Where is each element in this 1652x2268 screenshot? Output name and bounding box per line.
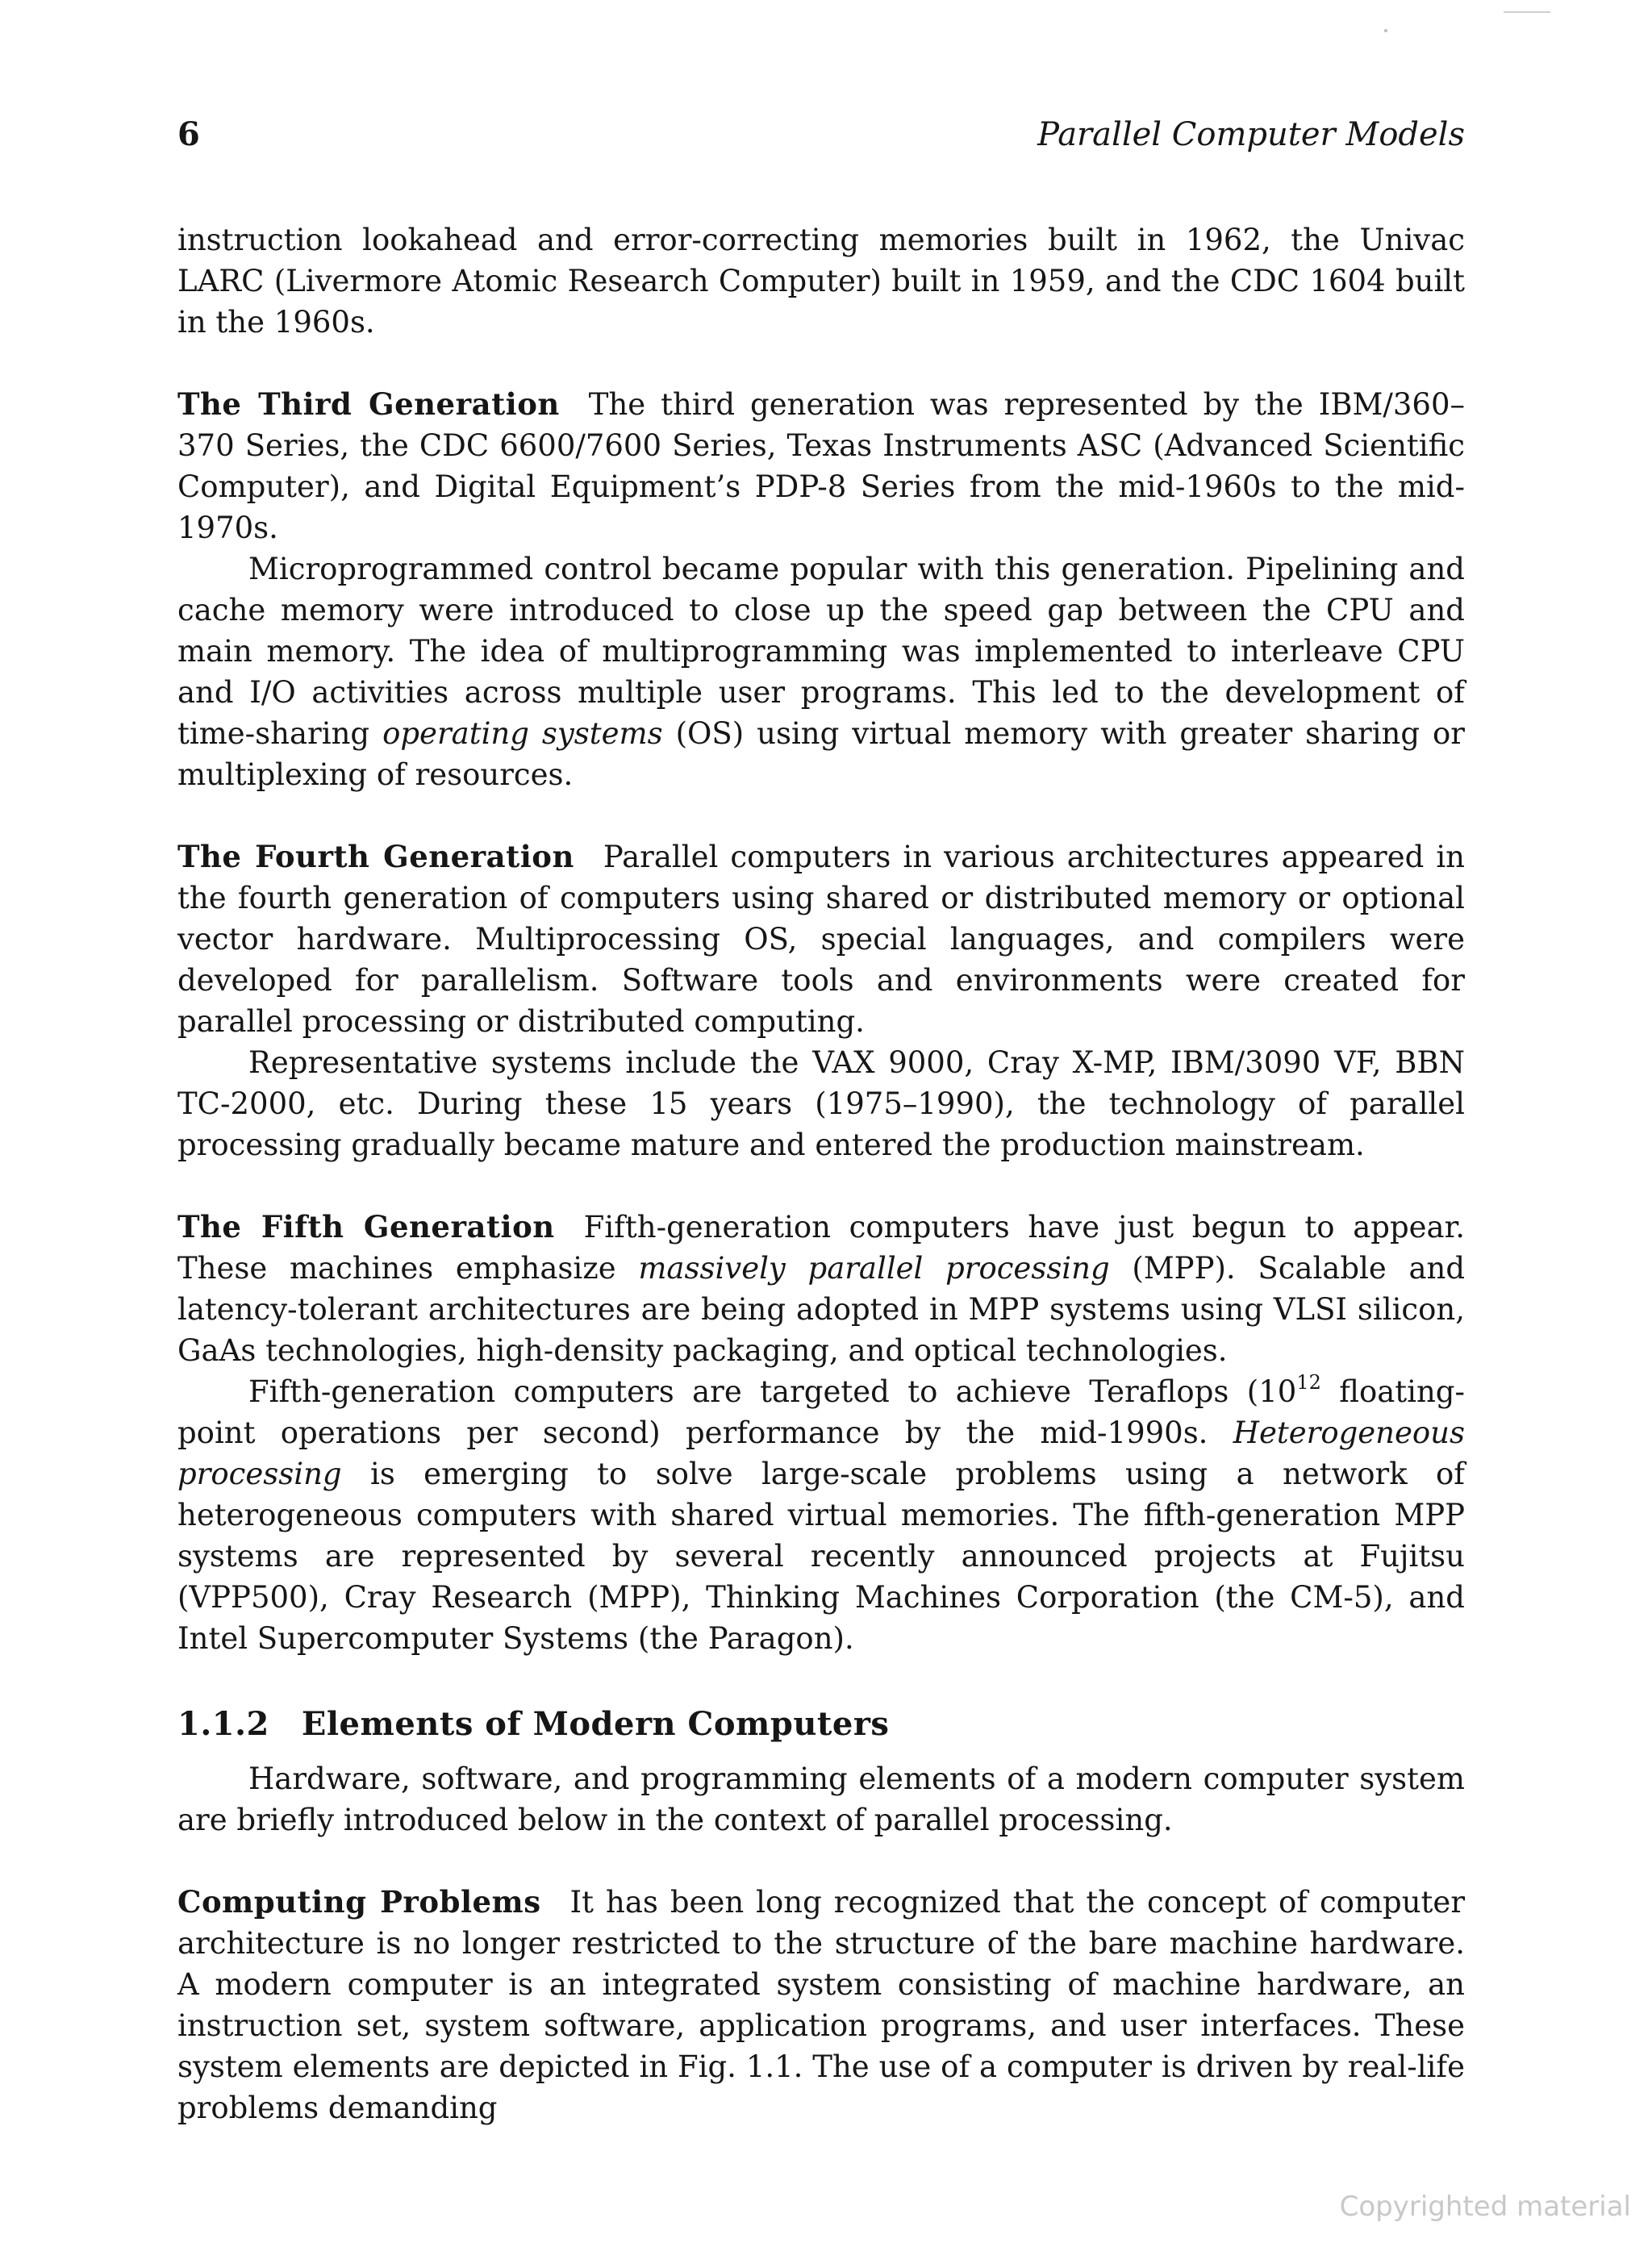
third-generation-text: The third generation was represented by the IBM/360–370 Series, the CDC 6600/7600 Series, Texas Instruments ASC (Advanced Scientific Computer), and Digital Equipment’s PDP-8 Series from the mid-1960s to the mid-1970s. (177, 387, 1465, 545)
scan-speck (1384, 29, 1387, 32)
fifth-generation-paragraph-2 (177, 1371, 1465, 1659)
emphasis-heterogeneous: Heterogeneous processing (177, 1415, 1465, 1491)
copyright-watermark: Copyrighted material (1339, 2191, 1631, 2223)
exponent: 12 (1296, 1371, 1321, 1394)
emphasis-os: operating systems (382, 716, 663, 751)
computing-problems-paragraph (177, 1882, 1465, 2128)
computing-problems-text: It has been long recognized that the concept of computer architecture is no longer restricted to the structure of the bare machine hardware. A modern computer is an integrated system consisting of machine hardware, an instruction set, system software, application programs, and user interfaces. These system elements are depicted in Fig. 1.1. The use of a computer is driven by real-life problems demanding (177, 1885, 1466, 2125)
third-generation-heading: The Third Generation (177, 386, 560, 422)
section-title: Elements of Modern Computers (301, 1705, 890, 1743)
section-number: 1.1.2 (177, 1705, 269, 1743)
section-intro-paragraph: Hardware, software, and programming elements of a modern computer system are briefly introduced below in the context of parallel processing. (177, 1761, 1465, 1837)
text-run: (OS) using virtual memory with greater sharing or multiplexing of resources. (177, 716, 1465, 792)
running-header (177, 115, 1465, 155)
text-run: floating-point operations per second) performance by the mid-1990s. (177, 1374, 1465, 1450)
text-run: Fifth-generation computers have just begun to appear. These machines emphasize (177, 1210, 1465, 1286)
continued-paragraph: instruction lookahead and error-correcting memories built in 1962, the Univac LARC (Livermore Atomic Research Computer) built in 1959, and the CDC 1604 built in the 1960s. (177, 223, 1465, 340)
running-title: Parallel Computer Models (1037, 116, 1465, 153)
page-body (177, 219, 1465, 2128)
text-run: Fifth-generation computers are targeted to achieve Teraflops (10 (248, 1374, 1297, 1409)
fifth-generation-paragraph (177, 1207, 1465, 1371)
section-heading (177, 1700, 1465, 1749)
scan-mark (1504, 11, 1550, 13)
fourth-generation-heading: The Fourth Generation (177, 839, 574, 874)
text-run: Microprogrammed control became popular with this generation. Pipelining and cache memory were introduced to close up the speed gap between the CPU and main memory. The idea of multiprogramming was implemented to interleave CPU and I/O activities across multiple user programs. This led to the development of time-sharing (177, 552, 1465, 751)
fourth-generation-text: Parallel computers in various architectures appeared in the fourth generation of computers using shared or distributed memory or optional vector hardware. Multiprocessing OS, special languages, and compilers were developed for parallelism. Software tools and environments were created for parallel processing or distributed computing. (177, 840, 1465, 1039)
text-run: (MPP). Scalable and latency-tolerant architectures are being adopted in MPP systems using VLSI silicon, GaAs technologies, high-density packaging, and optical technologies. (177, 1251, 1466, 1368)
third-generation-paragraph (177, 384, 1465, 548)
third-generation-paragraph-2 (177, 548, 1465, 795)
text-run: is emerging to solve large-scale problems using a network of heterogeneous computers with shared virtual memories. The fifth-generation MPP systems are represented by several recently announced projects at Fujitsu (VPP500), Cray Research (MPP), Thinking Machines Corporation (the CM-5), and Intel Supercomputer Systems (the Paragon). (177, 1457, 1466, 1656)
fourth-generation-paragraph-2: Representative systems include the VAX 9000, Cray X-MP, IBM/3090 VF, BBN TC-2000, etc. During these 15 years (1975–1990), the technology of parallel processing gradually became mature and entered the production mainstream. (177, 1045, 1465, 1162)
computing-problems-heading: Computing Problems (177, 1884, 541, 1920)
emphasis-mpp: massively parallel processing (638, 1251, 1110, 1286)
fifth-generation-heading: The Fifth Generation (177, 1209, 555, 1244)
page-number: 6 (177, 115, 200, 153)
fourth-generation-paragraph (177, 836, 1465, 1042)
